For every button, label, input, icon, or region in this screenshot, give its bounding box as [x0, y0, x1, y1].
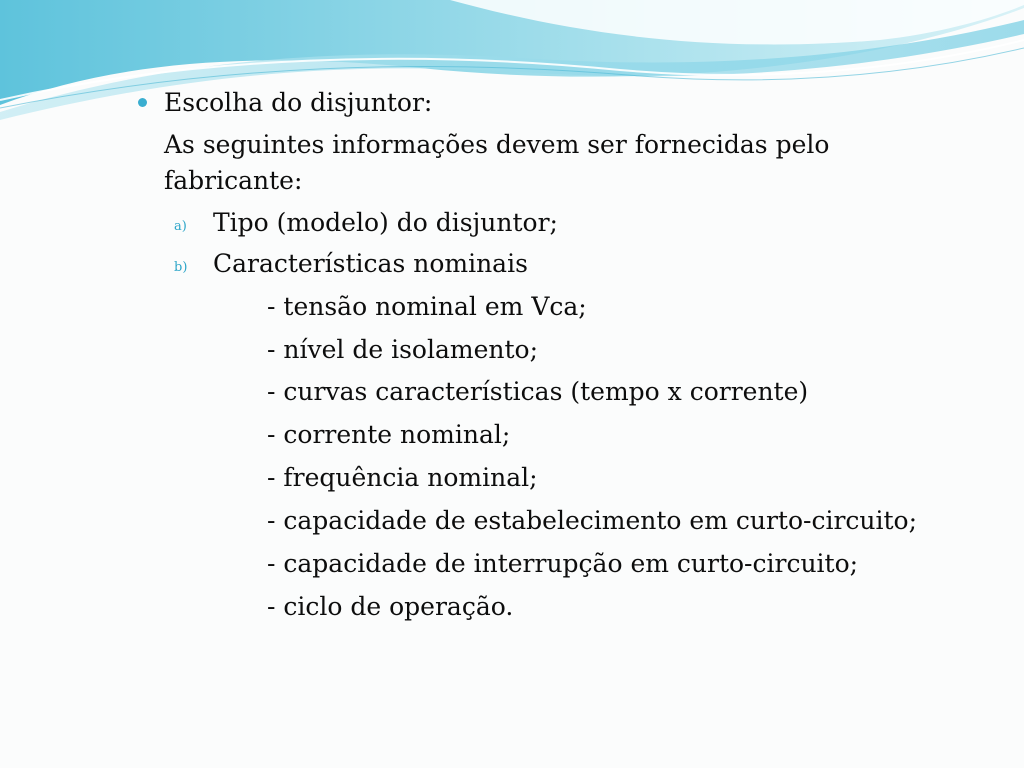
list-item-a: Tipo (modelo) do disjuntor;	[213, 208, 558, 237]
sub-item: - capacidade de estabelecimento em curto-circuito;	[267, 506, 918, 535]
sub-item: - tensão nominal em Vca;	[267, 292, 587, 321]
intro-line-2: fabricante:	[164, 166, 303, 195]
sub-item: - frequência nominal;	[267, 463, 538, 492]
intro-line-1: As seguintes informações devem ser fornecidas pelo	[164, 130, 830, 159]
list-item-b: Características nominais	[213, 249, 528, 278]
slide-heading: Escolha do disjuntor:	[164, 88, 433, 117]
sub-item: - ciclo de operação.	[267, 592, 514, 621]
bullet-dot-icon	[138, 98, 147, 107]
sub-item: - nível de isolamento;	[267, 335, 538, 364]
sub-item: - curvas características (tempo x corrente)	[267, 377, 809, 406]
sub-item: - capacidade de interrupção em curto-circuito;	[267, 549, 859, 578]
list-marker-a: a)	[174, 219, 187, 234]
list-marker-b: b)	[174, 260, 188, 275]
sub-item: - corrente nominal;	[267, 420, 511, 449]
